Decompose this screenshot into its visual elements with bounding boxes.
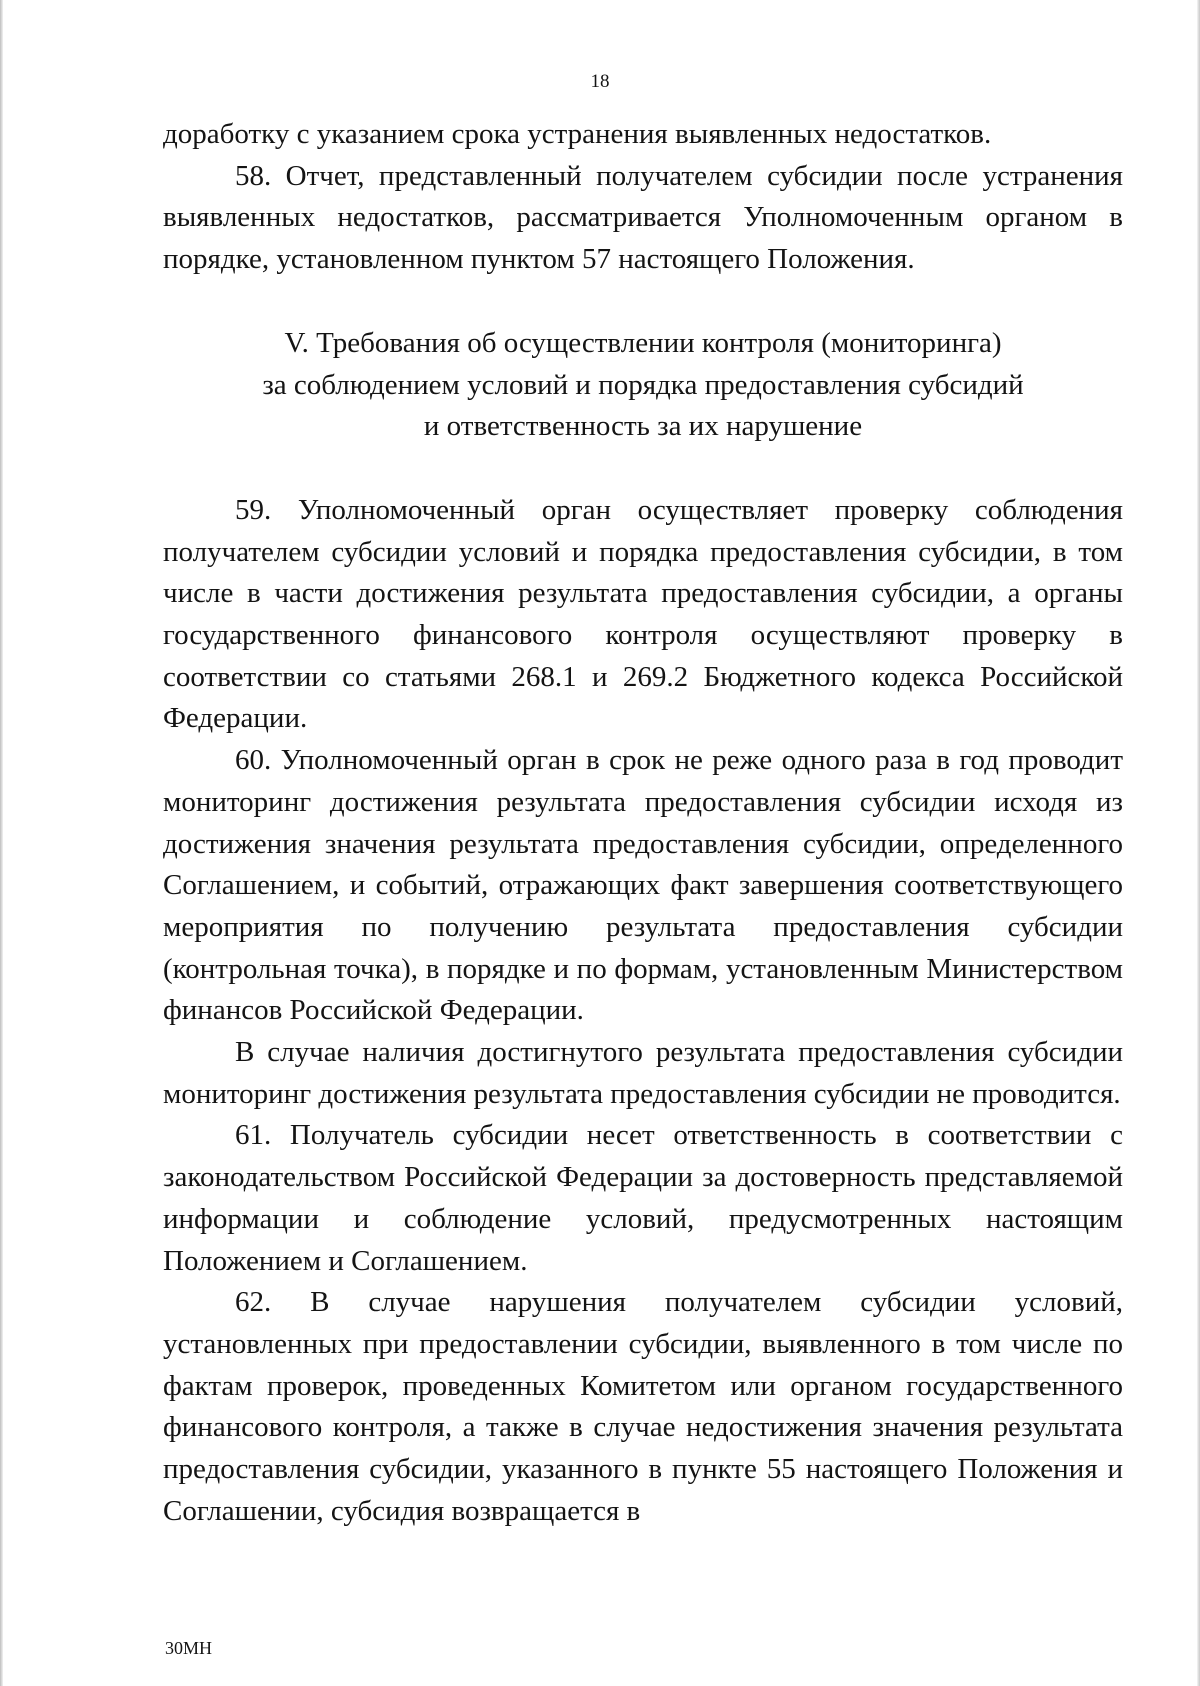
section-heading-line-1: V. Требования об осуществлении контроля (мониторинга) bbox=[284, 326, 1002, 359]
section-heading bbox=[163, 323, 1123, 448]
section-heading-line-2: за соблюдением условий и порядка предоставления субсидий bbox=[262, 368, 1024, 401]
page-number: 18 bbox=[590, 71, 610, 92]
paragraph-61: 61. Получатель субсидии несет ответственность в соответствии с законодательством Российской Федерации за достоверность представляемой информации и соблюдение условий, предусмотренных настоящим Положением и Соглашением. bbox=[163, 1119, 1123, 1277]
document-body bbox=[163, 114, 1123, 1533]
section-heading-line-3: и ответственность за их нарушение bbox=[423, 410, 863, 443]
paragraph-60-note: В случае наличия достигнутого результата предоставления субсидии мониторинг достижения результата предоставления субсидии не проводится. bbox=[163, 1036, 1123, 1110]
paragraph-continuation: доработку с указанием срока устранения выявленных недостатков. bbox=[163, 118, 992, 150]
paragraph-58: 58. Отчет, представленный получателем субсидии после устранения выявленных недостатков, рассматривается Уполномоченным органом в порядке, установленном пунктом 57 настоящего Положения. bbox=[163, 159, 1123, 276]
footer-code: 30МН bbox=[165, 1638, 213, 1658]
paragraph-60: 60. Уполномоченный орган в срок не реже одного раза в год проводит мониторинг достижения результата предоставления субсидии исходя из достижения значения результата предоставления субсидии, определенного Соглашением, и событий, отражающих факт завершения соответствующего мероприятия по получению результата предоставления субсидии (контрольная точка), в порядке и по формам, установленным Министерством финансов Российской Федерации. bbox=[163, 744, 1123, 1027]
paragraph-59: 59. Уполномоченный орган осуществляет проверку соблюдения получателем субсидии условий и порядка предоставления субсидии, в том числе в части достижения результата предоставления субсидии, а органы государственного финансового контроля осуществляют проверку в соответствии со статьями 268.1 и 269.2 Бюджетного кодекса Российской Федерации. bbox=[163, 493, 1123, 735]
paragraph-62: 62. В случае нарушения получателем субсидии условий, установленных при предоставлении субсидии, выявленного в том числе по фактам проверок, проведенных Комитетом или органом государственного финансового контроля, а также в случае недостижения значения результата предоставления субсидии, указанного в пункте 55 настоящего Положения и Соглашении, субсидия возвращается в bbox=[163, 1286, 1123, 1527]
scan-edge-left bbox=[0, 0, 3, 1686]
